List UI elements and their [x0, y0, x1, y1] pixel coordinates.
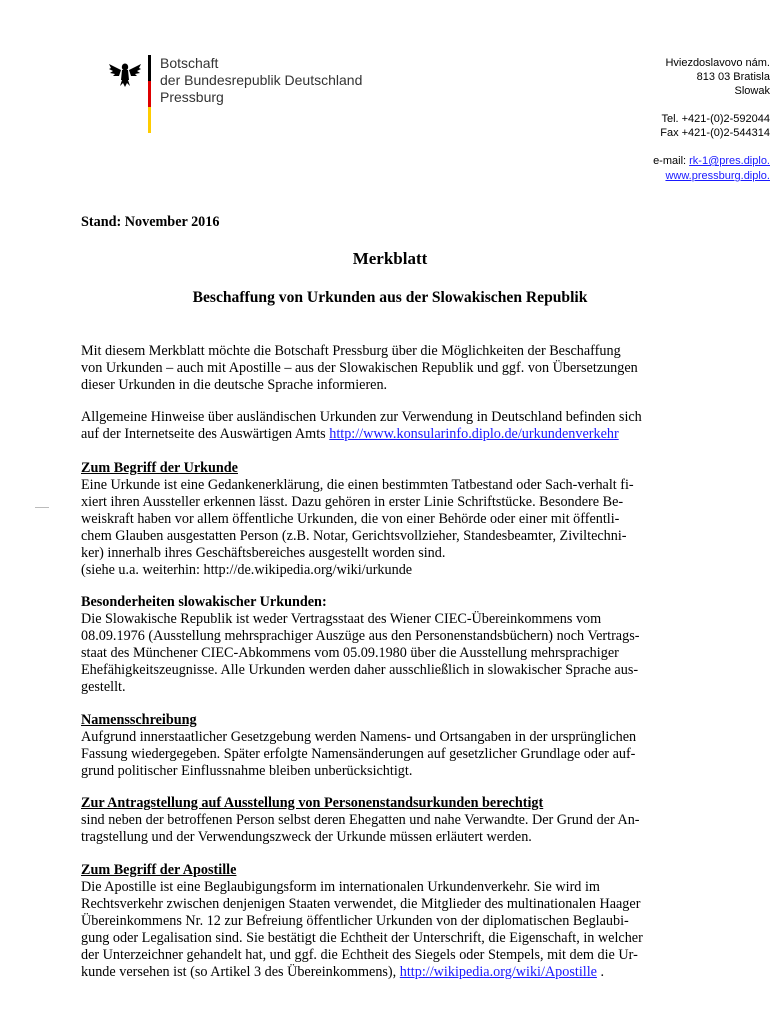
document-title	[0, 249, 770, 269]
section-apostille	[81, 862, 701, 981]
title-text: Merkblatt	[352, 249, 428, 268]
section-heading: Zum Begriff der Urkunde	[81, 460, 238, 476]
email-link[interactable]: rk-1@pres.diplo.	[689, 155, 770, 167]
embassy-name	[160, 55, 362, 106]
website-link[interactable]: www.pressburg.diplo.	[665, 170, 770, 182]
text-line: ker) innerhalb ihres Geschäftsbereiches ausgestellt worden sind.	[81, 545, 446, 561]
text-line: Aufgrund innerstaatlicher Gesetzgebung werden Namens- und Ortsangaben in der ursprünglichen	[81, 729, 637, 745]
federal-eagle-icon	[108, 58, 142, 88]
section-urkunde	[81, 460, 701, 579]
text-line: weiskraft haben vor allem öffentliche Urkunden, die von einer Behörde oder einer mit öffentli-	[81, 511, 620, 527]
section-namensschreibung	[81, 712, 701, 780]
flag-bar	[148, 55, 151, 133]
document-subtitle: Beschaffung von Urkunden aus der Slowakischen Republik	[192, 289, 588, 306]
text-line: gestellt.	[81, 679, 126, 695]
text-line: Rechtsverkehr zwischen denjenigen Staaten verwendet, die Mitglieder des multinationalen Haager	[81, 896, 641, 912]
text-line: von Urkunden – auch mit Apostille – aus der Slowakischen Republik und ggf. von Übersetzungen	[81, 360, 638, 376]
phone-number: Tel. +421-(0)2-592044	[661, 113, 770, 125]
section-heading: Zur Antragstellung auf Ausstellung von Personenstandsurkunden berechtigt	[81, 795, 544, 811]
email-label: e-mail:	[653, 155, 690, 167]
text-line: gung oder Legalisation sind. Sie bestätigt die Echtheit der Unterschrift, die Eigenschaft, in welcher	[81, 930, 643, 946]
konsularinfo-link[interactable]: http://www.konsularinfo.diplo.de/urkundenverkehr	[329, 426, 619, 442]
website-line	[665, 170, 770, 184]
address-country: Slowak	[734, 85, 770, 97]
text-line: (siehe u.a. weiterhin: http://de.wikipedia.org/wiki/urkunde	[81, 562, 413, 578]
text-line: dieser Urkunden in die deutsche Sprache informieren.	[81, 377, 388, 393]
section-heading: Besonderheiten slowakischer Urkunden:	[81, 594, 327, 610]
text-line: Ehefähigkeitszeugnisse. Alle Urkunden werden daher ausschließlich in slowakischer Sprache aus-	[81, 662, 639, 678]
text-line: chem Glauben ausgestatten Person (z.B. Notar, Gerichtsvollzieher, Standesbeamter, Ziviltechni-	[81, 528, 627, 544]
document-date: Stand: November 2016	[81, 214, 220, 230]
text-span: .	[596, 964, 605, 980]
address-city: 813 03 Bratisla	[696, 71, 770, 83]
margin-mark	[35, 507, 49, 508]
text-line: staat des Münchener CIEC-Abkommens vom 05.09.1980 über die Ausstellung mehrsprachiger	[81, 645, 619, 661]
section-heading: Zum Begriff der Apostille	[81, 862, 237, 878]
text-line: Mit diesem Merkblatt möchte die Botschaft Pressburg über die Möglichkeiten der Beschaffung	[81, 343, 621, 359]
text-line: Übereinkommens Nr. 12 zur Befreiung öffentlicher Urkunden von der diplomatischen Beglaubi-	[81, 913, 629, 929]
address-street: Hviezdoslavovo nám.	[665, 57, 770, 69]
text-span: auf der Internetseite des Auswärtigen Amts	[81, 426, 330, 442]
text-line: xiert ihren Aussteller erkennen lässt. Dazu gehören in erster Linie Schriftstücke. Besondere Be-	[81, 494, 624, 510]
text-line	[81, 426, 701, 443]
text-line: Allgemeine Hinweise über ausländischen Urkunden zur Verwendung in Deutschland befinden sich	[81, 409, 642, 425]
org-line: der Bundesrepublik Deutschland	[160, 72, 363, 88]
text-line: Die Slowakische Republik ist weder Vertragsstaat des Wiener CIEC-Übereinkommens vom	[81, 611, 602, 627]
text-line: tragstellung und der Verwendungszweck der Urkunde müssen erläutert werden.	[81, 829, 532, 845]
text-line: 08.09.1976 (Ausstellung mehrsprachiger Auszüge aus den Personenstandsbüchern) noch Vertrags-	[81, 628, 640, 644]
text-line: Eine Urkunde ist eine Gedankenerklärung, die einen bestimmten Tatbestand oder Sach-verhalt fi-	[81, 477, 634, 493]
fax-number: Fax +421-(0)2-544314	[660, 127, 770, 139]
text-line	[81, 964, 701, 981]
section-besonderheiten	[81, 594, 701, 696]
org-line: Botschaft	[160, 55, 219, 71]
section-antragstellung	[81, 795, 701, 846]
text-line: sind neben der betroffenen Person selbst deren Ehegatten und nahe Verwandte. Der Grund der An-	[81, 812, 640, 828]
intro-paragraph	[81, 343, 701, 394]
text-line: grund politischer Einflussnahme bleiben unberücksichtigt.	[81, 763, 413, 779]
section-heading: Namensschreibung	[81, 712, 197, 728]
apostille-wiki-link[interactable]: http://wikipedia.org/wiki/Apostille	[399, 964, 597, 980]
org-line: Pressburg	[160, 89, 224, 105]
text-line: Die Apostille ist eine Beglaubigungsform im internationalen Urkundenverkehr. Sie wird im	[81, 879, 600, 895]
text-line: der Unterzeichner gehandelt hat, und ggf. die Echtheit des Siegels oder Stempels, mit dem die Ur-	[81, 947, 638, 963]
email-line	[653, 155, 770, 169]
general-notes-paragraph	[81, 409, 701, 443]
text-line: Fassung wiedergegeben. Später erfolgte Namensänderungen auf gesetzlicher Grundlage oder auf-	[81, 746, 636, 762]
text-span: kunde versehen ist (so Artikel 3 des Übereinkommens),	[81, 964, 400, 980]
